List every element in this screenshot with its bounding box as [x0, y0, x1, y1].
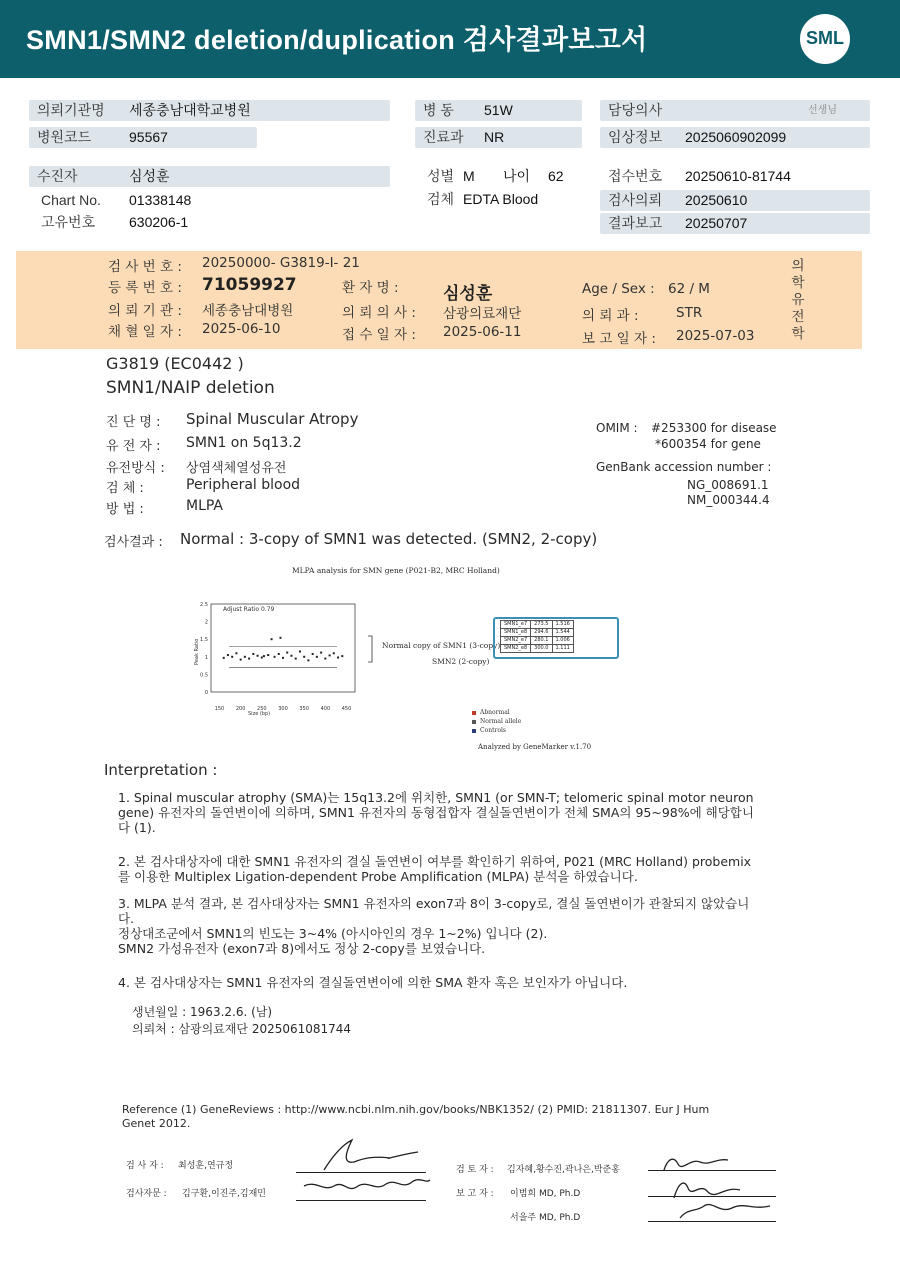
data-point: [320, 652, 322, 654]
probe-table-row: [501, 637, 574, 645]
probe-table-cell: SMN2_e7: [501, 637, 531, 645]
reviewer-names: 김자혜,황수진,곽나은,박준홍: [507, 1165, 620, 1175]
specimen-field: [415, 189, 585, 210]
sml-logo-text: SML: [806, 28, 844, 48]
report-title: SMN1/SMN2 deletion/duplication 검사결과보고서: [26, 25, 648, 55]
data-point: [244, 656, 246, 658]
test-name: SMN1/NAIP deletion: [106, 378, 275, 398]
probe-table-row: [501, 629, 574, 637]
stamp-age-sex-label: Age / Sex :: [582, 281, 655, 297]
y-tick-label: 1.5: [200, 637, 208, 644]
x-tick-label: 250: [257, 706, 267, 712]
specimen-value: Peripheral blood: [186, 477, 301, 493]
y-tick-label: 2: [204, 619, 208, 626]
legend-label: Abnormal: [480, 709, 510, 716]
data-point: [223, 657, 225, 659]
data-point: [248, 658, 250, 660]
stamp-report-date-label: 보 고 일 자 :: [582, 331, 656, 347]
data-point: [324, 658, 326, 660]
probe-table-row: [501, 621, 574, 629]
stamp-report-date: 2025-07-03: [676, 328, 755, 344]
patient-value: 심성훈: [129, 168, 170, 184]
advisor-names: 김구환,이진주,김재민: [182, 1189, 266, 1199]
y-axis-label: Peak Ratio: [194, 638, 200, 665]
sex-age-field: [415, 166, 585, 187]
method-value: MLPA: [186, 498, 224, 514]
birth-date: 생년월일 : 1963.2.6. (남): [132, 1005, 273, 1019]
age-label: 나이: [503, 168, 531, 184]
patient-field: [29, 166, 390, 187]
probe-table-cell: 1.544: [552, 629, 573, 637]
examiner-label: 검 사 자 :: [126, 1161, 164, 1171]
advisor-label: 검사자문 :: [126, 1189, 167, 1199]
data-point: [290, 655, 292, 657]
result-label: 검사결과 :: [104, 535, 163, 550]
data-point: [252, 653, 254, 655]
stamp-req-doc: 삼광의료재단: [443, 306, 522, 322]
legend-swatch: [472, 729, 476, 733]
data-point: [261, 657, 263, 659]
omim-gene: *600354 for gene: [655, 437, 761, 451]
probe-table-cell: SMN2_e8: [501, 645, 531, 653]
probe-table-cell: 300.0: [531, 645, 552, 653]
patient-label: 수진자: [37, 168, 78, 184]
examiner-names: 최성훈,연규정: [178, 1161, 234, 1171]
gene-value: SMN1 on 5q13.2: [186, 435, 302, 451]
data-point: [231, 656, 233, 658]
hospital-code-value: 95567: [129, 129, 168, 145]
interpretation-p1: 1. Spinal muscular atrophy (SMA)는 15q13.2에 위치한, SMN1 (or SMN-T; telomeric spinal motor neuron gene) 유전자의 돌연변이에 의하며, SMN1 유전자의 동형접합자 결실돌연변이가 전체 SMA의 95~98%에 해당합니다 (1).: [118, 790, 754, 835]
legend-label: Normal allele: [480, 718, 522, 725]
legend-item: [472, 708, 521, 717]
stamp-draw-date: 2025-06-10: [202, 321, 281, 337]
data-point: [278, 653, 280, 655]
x-tick-label: 450: [341, 706, 352, 712]
data-point: [235, 652, 237, 654]
stamp-patient-label: 환 자 명 :: [342, 280, 399, 296]
institution-label: 의뢰기관명: [37, 102, 105, 118]
legend-swatch: [472, 711, 476, 715]
interpretation-p2: 2. 본 검사대상자에 대한 SMN1 유전자의 결실 돌연변이 여부를 확인하기 위하여, P021 (MRC Holland) probemix를 이용한 Multiplex Ligation-dependent Probe Amplification (MLPA) 분석을 하였습니다.: [118, 854, 752, 884]
data-point: [312, 653, 314, 655]
x-tick-label: 300: [278, 706, 288, 712]
request-label: 검사의뢰: [608, 192, 663, 208]
specimen-label: 검 체 :: [106, 481, 144, 496]
stamp-reg-no-label: 등 록 번 호 :: [108, 280, 182, 296]
x-tick-label: 350: [299, 706, 309, 712]
data-point: [307, 659, 309, 661]
plot-frame: [211, 604, 355, 692]
data-point: [337, 657, 339, 659]
data-point: [279, 637, 281, 639]
interpretation-p3: 3. MLPA 분석 결과, 본 검사대상자는 SMN1 유전자의 exon7과 8이 3-copy로, 결실 돌연변이가 관찰되지 않았습니다.: [118, 896, 750, 926]
stamp-test-no-label: 검 사 번 호 :: [108, 259, 182, 275]
interpretation-p4: 4. 본 검사대상자는 SMN1 유전자의 결실돌연변이에 의한 SMA 환자 혹은 보인자가 아닙니다.: [118, 975, 628, 990]
x-tick-label: 400: [320, 706, 331, 712]
chart-label: Chart No.: [41, 192, 101, 208]
x-tick-label: 200: [235, 706, 246, 712]
figure-caption: MLPA analysis for SMN gene (P021-B2, MRC Holland): [292, 566, 500, 575]
y-tick-label: 2.5: [200, 602, 208, 608]
stamp-reg-no: 71059927: [202, 275, 297, 295]
data-point: [227, 654, 229, 656]
stamp-recv-date: 2025-06-11: [443, 324, 522, 340]
report-date-value: 20250707: [685, 215, 748, 231]
omim-label: OMIM :: [596, 421, 638, 435]
gene-label: 유 전 자 :: [106, 439, 161, 454]
probe-table-cell: SMN1_e8: [501, 629, 531, 637]
data-point: [329, 654, 331, 656]
reception-value: 20250610-81744: [685, 168, 791, 184]
annotation-smn2: SMN2 (2-copy): [432, 657, 490, 666]
inheritance-value: 상염색체열성유전: [186, 461, 287, 476]
sex-label: 성별: [427, 168, 455, 184]
legend-swatch: [472, 720, 476, 724]
reporter2-name: 서을주 MD, Ph.D: [510, 1213, 581, 1223]
reviewer-signature: [644, 1148, 784, 1228]
interpretation-p3b: 정상대조군에서 SMN1의 빈도는 3~4% (아시아인의 경우 1~2%) 입니다 (2).: [118, 926, 548, 941]
y-tick-label: 0: [204, 690, 208, 696]
chart-value: 01338148: [129, 192, 192, 208]
stamp-dept: STR: [676, 305, 703, 321]
probe-table-cell: SMN1_e7: [501, 621, 531, 629]
specimen-value: EDTA Blood: [463, 191, 539, 207]
unique-field: [29, 212, 390, 233]
ward-field: [415, 100, 582, 121]
figure-legend: [472, 708, 521, 735]
stamp-dept-label: 의 뢰 과 :: [582, 308, 639, 324]
data-point: [286, 652, 288, 654]
result-value: Normal : 3-copy of SMN1 was detected. (SMN2, 2-copy): [180, 530, 598, 548]
dept-value: NR: [484, 129, 505, 145]
data-point: [267, 654, 269, 656]
diagnosis-value: Spinal Muscular Atropy: [186, 410, 359, 428]
genbank-label: GenBank accession number :: [596, 460, 772, 474]
data-point: [240, 659, 242, 661]
reception-label: 접수번호: [608, 168, 663, 184]
age-value: 62: [548, 168, 564, 184]
stamp-test-no: 20250000- G3819-I- 21: [202, 255, 360, 271]
stamp-inst-label: 의 뢰 기 관 :: [108, 303, 182, 319]
probe-table-cell: 273.5: [531, 621, 552, 629]
reviewer-label: 검 토 자 :: [456, 1165, 494, 1175]
legend-item: [472, 726, 521, 735]
data-point: [257, 655, 259, 657]
data-point: [299, 651, 301, 653]
test-code: G3819 (EC0442 ): [106, 354, 244, 373]
probe-table-cell: 1.516: [552, 621, 573, 629]
annotation-normal-smn1: Normal copy of SMN1 (3-copy): [382, 641, 501, 650]
data-point: [271, 638, 273, 640]
bracket-mark: [366, 634, 380, 664]
data-point: [282, 657, 284, 659]
doctor-label: 담당의사: [608, 102, 663, 118]
diagnosis-label: 진 단 명 :: [106, 415, 161, 430]
unique-value: 630206-1: [129, 214, 189, 230]
institution-value: 세종충남대학교병원: [129, 102, 251, 118]
referrer: 의뢰처 : 삼광의료재단 2025061081744: [132, 1022, 352, 1036]
doctor-field: [600, 100, 870, 121]
data-point: [303, 656, 305, 658]
data-point: [316, 656, 318, 658]
dept-label: 진료과: [423, 129, 464, 145]
y-tick-label: 1: [204, 654, 208, 661]
legend-label: Controls: [480, 727, 506, 734]
hospital-code-label: 병원코드: [37, 129, 92, 145]
probe-table-row: [501, 645, 574, 653]
stamp-vertical-dept: 의학유전학: [791, 258, 805, 342]
data-point: [295, 658, 297, 660]
reporter-label: 보 고 자 :: [456, 1189, 494, 1199]
probe-table-cell: 1.006: [552, 637, 573, 645]
stamp-age-sex: 62 / M: [668, 281, 710, 297]
request-value: 20250610: [685, 192, 748, 208]
data-point: [333, 652, 335, 654]
data-point: [274, 656, 276, 658]
reporter-name: 이범희 MD, Ph.D: [510, 1189, 581, 1199]
mlpa-plot: [190, 600, 370, 720]
reception-field: [600, 166, 870, 187]
hospital-code-field: [29, 127, 257, 148]
stamp-recv-date-label: 접 수 일 자 :: [342, 327, 416, 343]
ward-value: 51W: [484, 102, 513, 118]
clinical-label: 임상정보: [608, 129, 663, 145]
probe-table: [500, 620, 574, 653]
dept-field: [415, 127, 582, 148]
probe-table-cell: 280.1: [531, 637, 552, 645]
reference-text: Reference (1) GeneReviews : http://www.ncbi.nlm.nih.gov/books/NBK1352/ (2) PMID: 21811307. Eur J Hum Genet 2012.: [122, 1103, 710, 1130]
institution-field: [29, 100, 390, 121]
probe-table-cell: 294.6: [531, 629, 552, 637]
interpretation-title: Interpretation :: [104, 761, 218, 779]
probe-table-cell: 1.111: [552, 645, 573, 653]
clinical-field: [600, 127, 870, 148]
clinical-value: 2025060902099: [685, 129, 787, 145]
omim-disease: #253300 for disease: [651, 421, 777, 435]
stamp-req-doc-label: 의 뢰 의 사 :: [342, 305, 416, 321]
unique-label: 고유번호: [41, 214, 96, 230]
stamp-draw-date-label: 채 혈 일 자 :: [108, 324, 182, 340]
sex-value: M: [463, 168, 475, 184]
report-date-field: [600, 213, 870, 234]
stamp-inst: 세종충남대병원: [202, 303, 294, 319]
x-axis-label: Size (bp): [248, 711, 271, 717]
data-point: [263, 655, 265, 657]
method-label: 방 법 :: [106, 502, 144, 517]
y-tick-label: 0.5: [200, 672, 208, 679]
examiner-signature: [294, 1134, 434, 1204]
genbank-1: NG_008691.1: [687, 478, 769, 492]
interpretation-p3c: SMN2 가성유전자 (exon7과 8)에서도 정상 2-copy를 보였습니다.: [118, 941, 486, 956]
genbank-2: NM_000344.4: [687, 493, 770, 507]
doctor-suffix: 선생님: [808, 105, 837, 116]
inheritance-label: 유전방식 :: [106, 461, 165, 476]
specimen-label: 검체: [427, 191, 455, 207]
ward-label: 병 동: [423, 102, 454, 118]
analyzed-by: Analyzed by GeneMarker v.1.70: [478, 743, 592, 751]
data-point: [341, 655, 343, 657]
plot-title: Adjust Ratio 0.79: [223, 606, 275, 613]
report-date-label: 결과보고: [608, 215, 663, 231]
legend-item: [472, 717, 521, 726]
chart-field: [29, 190, 390, 211]
x-tick-label: 150: [214, 706, 225, 712]
stamp-patient: 심성훈: [443, 284, 493, 304]
request-field: [600, 190, 870, 211]
